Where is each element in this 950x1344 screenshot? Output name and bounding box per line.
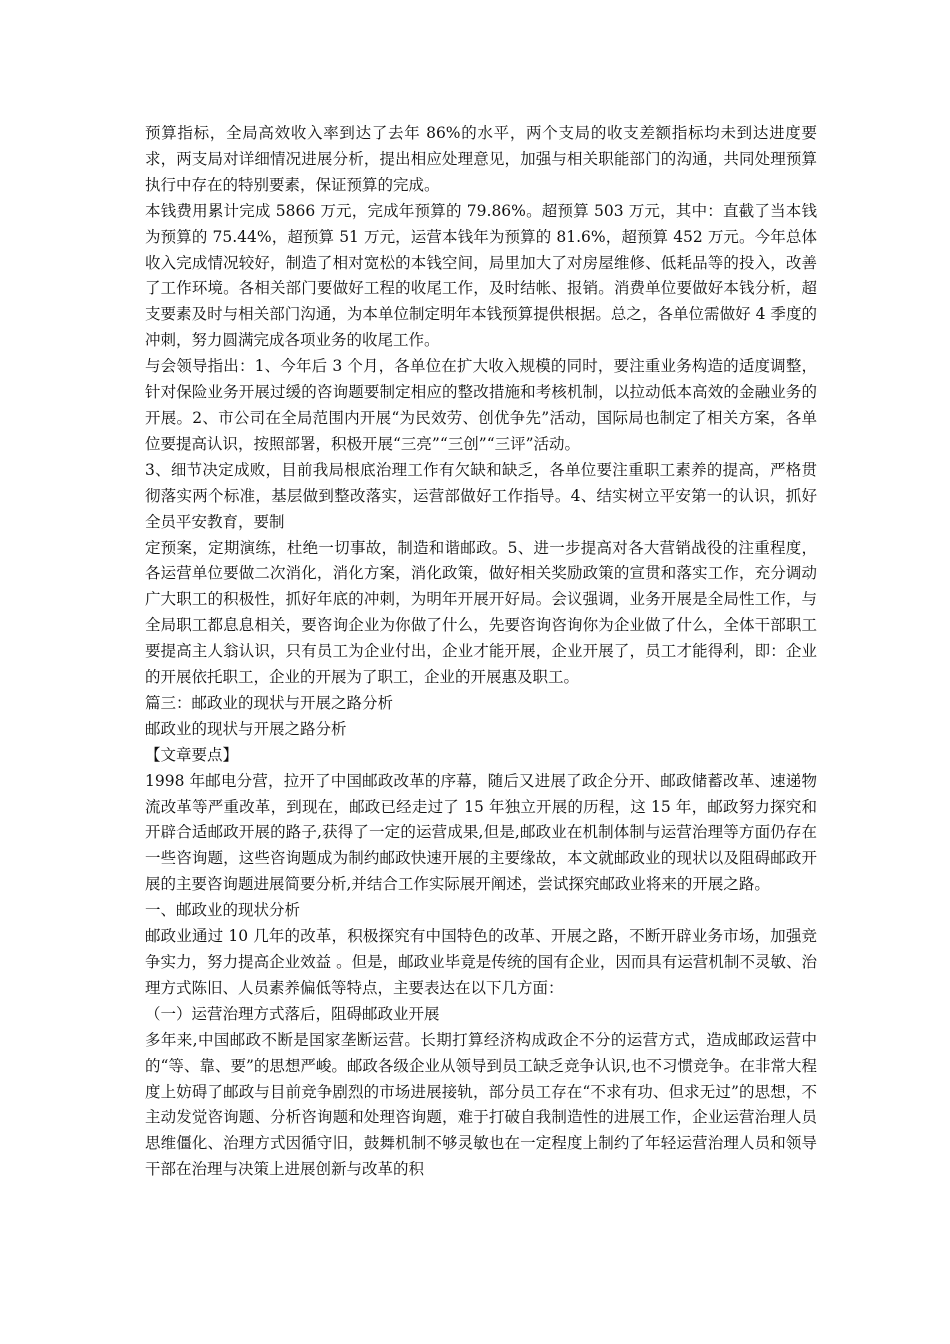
paragraph-reform-overview: 邮政业通过 10 几年的改革，积极探究有中国特色的改革、开展之路，不断开辟业务市场，加强竞争实力，努力提高企业效益 。但是，邮政业毕竟是传统的国有企业，因而具有运营机制不灵敏、治理方式陈旧、人员素养偏低等特点，主要表达在以下几方面： (145, 927, 817, 997)
section-heading-current-status: 一、邮政业的现状分析 (145, 901, 301, 920)
document-body (145, 121, 817, 1183)
subsection-heading-management: （一）运营治理方式落后，阻碍邮政业开展 (145, 1004, 440, 1023)
paragraph-abstract: 1998 年邮电分营，拉开了中国邮政改革的序幕，随后又进展了政企分开、邮政储蓄改革、速递物流改革等严重改革，到现在，邮政已经走过了 15 年独立开展的历程，这 15 年，邮政努力探究和开辟合适邮政开展的路子,获得了一定的运营成果,但是,邮政业在机制体制与运营治理等方面仍存在一些咨询题，这些咨询题成为制约邮政快速开展的主要缘故，本文就邮政业的现状以及阻碍邮政开展的主要咨询题进展简要分析,并结合工作实际展开阐述，尝试探究邮政业将来的开展之路。 (145, 771, 817, 894)
paragraph-cost-expenses: 本钱费用累计完成 5866 万元，完成年预算的 79.86%。超预算 503 万元，其中：直截了当本钱为预算的 75.44%，超预算 51 万元，运营本钱年为预算的 81.6%，超预算 452 万元。今年总体收入完成情况较好，制造了相对宽松的本钱空间，局里加大了对房屋维修、低耗品等的投入，改善了工作环境。各相关部门要做好工程的收尾工作，及时结帐、报销。消费单位要做好本钱分析，超支要素及时与相关部门沟通，为本单位制定明年本钱预算提供根据。总之，各单位需做好 4 季度的冲刺，努力圆满完成各项业务的收尾工作。 (145, 201, 817, 350)
section-heading-part-three: 篇三：邮政业的现状与开展之路分析 (145, 693, 394, 712)
paragraph-details-decide: 3、细节决定成败，目前我局根底治理工作有欠缺和缺乏，各单位要注重职工素养的提高，严格贯彻落实两个标准，基层做到整改落实，运营部做好工作指导。4、结实树立平安第一的认识，抓好全员平安教育，要制 (145, 460, 817, 531)
paragraph-leader-remarks: 与会领导指出：1、今年后 3 个月，各单位在扩大收入规模的同时，要注重业务构造的适度调整，针对保险业务开展过缓的咨询题要制定相应的整改措施和考核机制，以拉动低本高效的金融业务的开展。2、市公司在全局范围内开展“为民效劳、创优争先”活动，国际局也制定了相关方案，各单位要提高认识，按照部署，积极开展“三亮”“三创”“三评”活动。 (145, 357, 817, 453)
article-key-points-heading: 【文章要点】 (145, 745, 239, 764)
article-title: 邮政业的现状与开展之路分析 (145, 719, 347, 738)
paragraph-plans-drills: 定预案，定期演练，杜绝一切事故，制造和谐邮政。5、进一步提高对各大营销战役的注重程度，各运营单位要做二次消化，消化方案，消化政策，做好相关奖励政策的宣贯和落实工作，充分调动广大职工的积极性，抓好年底的冲刺，为明年开展开好局。会议强调，业务开展是全局性工作，与全局职工都息息相关，要咨询企业为你做了什么，先要咨询咨询你为企业做了什么，全体干部职工要提高主人翁认识，只有员工为企业付出，企业才能开展，企业开展了，员工才能得利，即：企业的开展依托职工，企业的开展为了职工，企业的开展惠及职工。 (145, 538, 817, 687)
paragraph-budget-indicators: 预算指标，全局高效收入率到达了去年 86%的水平，两个支局的收支差额指标均未到达进度要求，两支局对详细情况进展分析，提出相应处理意见，加强与相关职能部门的沟通，共同处理预算执行中存在的特别要素，保证预算的完成。 (145, 124, 817, 194)
paragraph-monopoly-operation: 多年来,中国邮政不断是国家垄断运营。长期打算经济构成政企不分的运营方式，造成邮政运营中的“等、靠、要”的思想严峻。邮政各级企业从领导到员工缺乏竞争认识,也不习惯竞争。在非常大程度上妨碍了邮政与目前竞争剧烈的市场进展接轨，部分员工存在“不求有功、但求无过”的思想，不主动发觉咨询题、分析咨询题和处理咨询题，难于打破自我制造性的进展工作，企业运营治理人员思维僵化、治理方式因循守旧，鼓舞机制不够灵敏也在一定程度上制约了年轻运营治理人员和领导干部在治理与决策上进展创新与改革的积 (145, 1030, 817, 1179)
